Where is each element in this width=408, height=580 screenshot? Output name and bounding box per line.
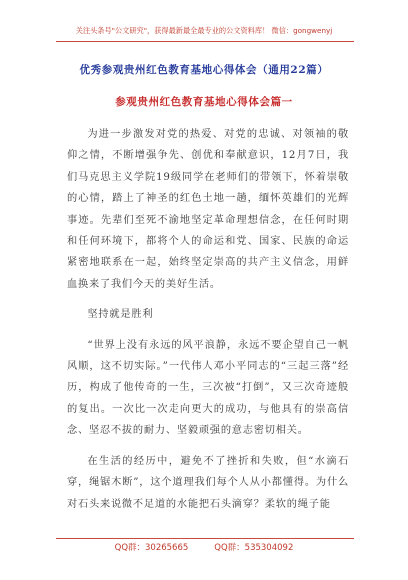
footer-divider <box>56 538 354 539</box>
body-paragraph-3: 在生活的经历中，避免不了挫折和失败，但“水滴石穿，绳锯木断”，这个道理我们每个人从小都懂得。为什么对石头来说微不足道的水能把石头滴穿？柔软的绳子能 <box>67 455 349 510</box>
footer-qq-group-1: QQ群：30265665 <box>114 543 189 553</box>
footer-qq-group-2: QQ群：535304092 <box>214 543 294 553</box>
document-body <box>67 124 349 515</box>
page-footer <box>0 541 408 553</box>
document-subtitle: 参观贵州红色教育基地心得体会篇一 <box>115 96 293 108</box>
body-paragraph-2: “世界上没有永远的风平浪静，永远不要企望自己一帆风顺，这不切实际。”一代伟人邓小平同志的“三起三落”经历，构成了他传奇的一生，三次被“打倒”，又三次奇迹般的复出。一次比一次走向更大的成功，与他具有的崇高信念、坚忍不拔的耐力、坚毅顽强的意志密切相关。 <box>67 339 349 437</box>
section-heading: 坚持就是胜利 <box>87 309 154 321</box>
header-divider <box>56 41 354 42</box>
page-header-banner: 关注头条号"公文研究"，获得最新最全最专业的公文资料库！ 微信：gongwenyj <box>75 26 333 35</box>
document-title: 优秀参观贵州红色教育基地心得体会（通用22篇） <box>79 64 329 76</box>
body-paragraph-1: 为进一步激发对党的热爱、对党的忠诚、对领袖的敬仰之情，不断增强争先、创优和奉献意识，12月7日，我们马克思主义学院19级同学在老师们的带领下，怀着崇敬的心情，踏上了神圣的红色土地一趟，缅怀英雄们的光辉事迹。先辈们至死不渝地坚定革命理想信念，在任何时期和任何环境下，都将个人的命运和党、国家、民族的命运紧密地联系在一起，始终坚定崇高的共产主义信念，用鲜血换来了我们今天的美好生活。 <box>67 129 349 290</box>
